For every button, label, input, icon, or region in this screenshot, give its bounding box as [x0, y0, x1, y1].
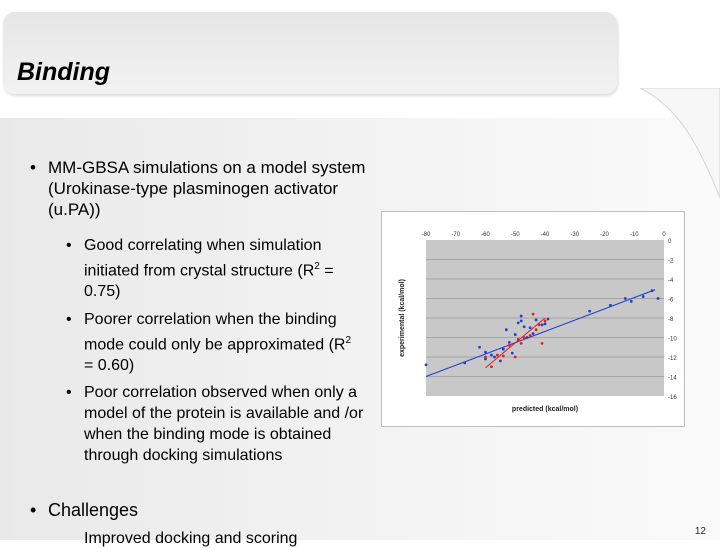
- y-tick-label: -14: [668, 375, 677, 382]
- data-point: [535, 328, 538, 331]
- data-point: [490, 354, 493, 357]
- data-point: [529, 326, 532, 329]
- corner-decoration: [620, 88, 720, 208]
- x-tick-label: -40: [540, 232, 550, 238]
- subbullet-text-part: = 0.75): [84, 262, 334, 301]
- data-point: [463, 361, 466, 364]
- data-point: [493, 356, 496, 359]
- data-point: [496, 354, 499, 357]
- chart-frame: [381, 211, 685, 427]
- subbullet-text-part: = 0.60): [84, 357, 135, 375]
- y-tick-label: -8: [668, 317, 674, 323]
- subbullet-approximated-binding: [66, 309, 356, 376]
- cut-off-subbullet: Improved docking and scoring: [84, 530, 298, 547]
- data-point: [609, 304, 612, 307]
- data-point: [514, 356, 517, 359]
- bullet-glyph: •: [66, 311, 72, 328]
- data-point: [523, 325, 526, 328]
- bullet-glyph: •: [30, 158, 36, 177]
- bullet-glyph: •: [30, 500, 37, 520]
- data-point: [642, 295, 645, 298]
- superscript: 2: [345, 335, 352, 346]
- bullet-glyph: •: [66, 237, 72, 254]
- data-point: [630, 300, 633, 303]
- data-point: [505, 328, 508, 331]
- x-tick-label: -80: [421, 232, 431, 238]
- data-point: [484, 356, 487, 359]
- subbullet-crystal-structure: [66, 235, 366, 302]
- subbullet-text-part: Good correlating when simulation initiated from crystal structure (R: [84, 237, 322, 280]
- x-tick-label: -10: [629, 232, 639, 238]
- y-tick-label: -6: [668, 297, 674, 304]
- x-tick-label: -60: [481, 232, 490, 238]
- y-tick-label: -2: [668, 258, 674, 265]
- data-point: [520, 315, 523, 318]
- x-tick-label: -50: [510, 232, 520, 238]
- data-point: [499, 360, 502, 363]
- data-point: [529, 334, 532, 337]
- slide-title: Binding: [17, 58, 111, 86]
- subbullet-text: Poor correlation observed when only a model of the protein is available and /or when the binding mode is obtained through docking simulations: [84, 384, 364, 464]
- data-point: [532, 332, 535, 335]
- y-tick-label: -4: [668, 278, 674, 284]
- x-tick-label: -20: [600, 232, 609, 238]
- data-point: [523, 336, 526, 339]
- bullet-model-system: [30, 157, 370, 220]
- bullet-text: MM-GBSA simulations on a model system (Urokinase-type plasminogen activator (u.PA)): [48, 158, 366, 219]
- data-point: [588, 310, 591, 313]
- y-axis-label: experimental (kcal/mol): [399, 279, 406, 357]
- x-axis-label: predicted (kcal/mol): [511, 406, 579, 413]
- data-point: [508, 344, 511, 347]
- data-point: [544, 320, 547, 323]
- data-point: [517, 338, 520, 341]
- data-point: [541, 342, 544, 345]
- bullet-glyph: •: [66, 384, 72, 401]
- data-point: [484, 351, 487, 354]
- page-number: 12: [694, 526, 706, 537]
- data-point: [490, 365, 493, 368]
- data-point: [544, 322, 547, 325]
- data-point: [514, 333, 517, 336]
- data-point: [526, 336, 529, 339]
- scatter-chart: [382, 212, 684, 426]
- subbullet-text-part: Poorer correlation when the binding mode could only be approximated (R: [84, 311, 346, 354]
- data-point: [547, 318, 550, 321]
- y-tick-label: -10: [668, 336, 677, 343]
- x-tick-label: -30: [570, 232, 580, 238]
- data-point: [511, 352, 514, 355]
- subbullet-text: [66, 309, 356, 376]
- data-point: [425, 363, 428, 366]
- bullet-text: Challenges: [48, 500, 139, 520]
- data-point: [478, 346, 481, 349]
- data-point: [535, 319, 538, 322]
- data-point: [538, 323, 541, 326]
- superscript: 2: [314, 261, 320, 272]
- data-point: [520, 320, 523, 323]
- data-point: [532, 313, 535, 316]
- y-tick-label: 0: [668, 239, 672, 245]
- data-point: [502, 355, 505, 358]
- data-point: [657, 297, 660, 300]
- y-tick-label: -12: [668, 356, 677, 362]
- x-tick-label: -70: [451, 232, 461, 238]
- bullet-challenges: [30, 500, 138, 521]
- x-tick-label: 0: [662, 232, 666, 238]
- data-point: [541, 323, 544, 326]
- data-point: [651, 289, 654, 292]
- y-tick-label: -16: [668, 395, 677, 401]
- subbullet-text: [66, 235, 366, 302]
- data-point: [624, 297, 627, 300]
- data-point: [502, 348, 505, 351]
- data-point: [508, 341, 511, 344]
- data-point: [520, 342, 523, 345]
- subbullet-poor-correlation: [66, 382, 366, 466]
- data-point: [517, 321, 520, 324]
